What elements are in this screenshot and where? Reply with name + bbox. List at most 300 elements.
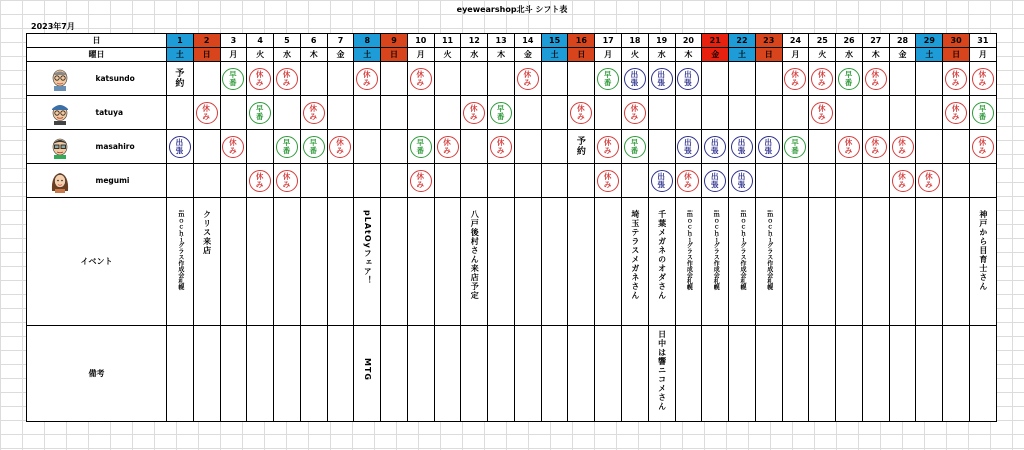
stamp-char: 番 — [978, 112, 988, 121]
shift-cell[interactable] — [916, 96, 943, 130]
note-cell[interactable] — [220, 326, 247, 422]
day-number: 8 — [354, 34, 381, 48]
event-cell[interactable] — [541, 198, 568, 326]
stamp-char: み — [202, 112, 211, 121]
shift-cell[interactable] — [434, 130, 461, 164]
weekday-cell: 水 — [274, 48, 301, 62]
stamp-char: 出 — [710, 137, 720, 147]
shift-cell[interactable] — [274, 96, 301, 130]
note-cell[interactable] — [488, 326, 515, 422]
event-text: iｍｏｃｈｉグラス作成会札幌 — [738, 210, 746, 291]
shift-cell[interactable] — [274, 62, 301, 96]
shift-cell[interactable] — [514, 62, 541, 96]
shift-cell[interactable] — [354, 130, 381, 164]
shift-cell[interactable] — [595, 96, 622, 130]
note-cell[interactable] — [782, 326, 809, 422]
shift-cell[interactable] — [702, 130, 729, 164]
stamp-off — [463, 102, 485, 124]
weekday-cell: 月 — [595, 48, 622, 62]
stamp-char: 出 — [764, 137, 773, 147]
shift-cell[interactable] — [943, 62, 970, 96]
stamp-char: み — [282, 180, 292, 189]
shift-cell[interactable] — [541, 130, 568, 164]
shift-cell[interactable] — [862, 130, 889, 164]
shift-cell[interactable] — [755, 96, 782, 130]
event-cell[interactable] — [836, 198, 863, 326]
stamp-char: み — [416, 78, 426, 87]
shift-cell[interactable] — [675, 62, 702, 96]
stamp-business-trip — [651, 68, 673, 90]
stamp-char: み — [978, 78, 988, 87]
stamp-char: み — [818, 78, 827, 87]
day-number: 2 — [193, 34, 220, 48]
stamp-char: 休 — [898, 171, 907, 181]
shift-cell[interactable] — [836, 96, 863, 130]
event-cell[interactable] — [809, 198, 836, 326]
stamp-char: 休 — [603, 171, 613, 181]
day-number: 13 — [488, 34, 515, 48]
note-cell[interactable] — [755, 326, 782, 422]
shift-cell[interactable] — [969, 96, 996, 130]
shift-cell[interactable] — [247, 164, 274, 198]
stamp-off — [410, 170, 432, 192]
shift-cell[interactable] — [354, 62, 381, 96]
day-number: 21 — [702, 34, 729, 48]
staff-row — [27, 62, 997, 96]
weekday-cell: 土 — [541, 48, 568, 62]
shift-cell[interactable] — [514, 130, 541, 164]
shift-cell[interactable] — [969, 164, 996, 198]
event-cell[interactable] — [327, 198, 354, 326]
shift-cell[interactable] — [836, 62, 863, 96]
stamp-char: 休 — [362, 69, 372, 79]
shift-cell[interactable] — [702, 164, 729, 198]
shift-cell[interactable] — [407, 164, 434, 198]
note-cell[interactable] — [300, 326, 327, 422]
stamp-char: 出 — [710, 171, 720, 181]
stamp-off — [249, 170, 271, 192]
shift-cell[interactable] — [220, 164, 247, 198]
stamp-off — [892, 170, 914, 192]
event-cell[interactable] — [407, 198, 434, 326]
day-number: 5 — [274, 34, 301, 48]
stamp-business-trip — [731, 136, 753, 158]
shift-cell[interactable] — [461, 62, 488, 96]
event-cell[interactable] — [300, 198, 327, 326]
shift-cell[interactable] — [434, 62, 461, 96]
stamp-off — [597, 136, 619, 158]
weekday-row-label: 曜日 — [27, 48, 167, 62]
note-cell[interactable] — [648, 326, 675, 422]
stamp-off — [490, 136, 512, 158]
shift-cell[interactable] — [889, 130, 916, 164]
day-number: 10 — [407, 34, 434, 48]
event-cell[interactable] — [862, 198, 889, 326]
stamp-char: 早 — [603, 69, 613, 79]
shift-cell[interactable] — [809, 62, 836, 96]
sheet-title: eyewearshop北斗 シフト表 — [456, 5, 568, 14]
stamp-char: み — [925, 180, 934, 189]
note-cell[interactable] — [622, 326, 649, 422]
stamp-off — [624, 102, 646, 124]
weekday-cell: 水 — [461, 48, 488, 62]
stamp-business-trip — [677, 136, 699, 158]
day-number: 30 — [943, 34, 970, 48]
shift-cell[interactable] — [943, 96, 970, 130]
event-text: 埼玉テラスメガネさん — [630, 210, 640, 300]
shift-cell[interactable] — [568, 130, 595, 164]
note-cell[interactable] — [943, 326, 970, 422]
note-cell[interactable] — [969, 326, 996, 422]
event-cell[interactable] — [354, 198, 381, 326]
avatar — [48, 67, 72, 91]
event-cell[interactable] — [782, 198, 809, 326]
weekday-cell: 火 — [434, 48, 461, 62]
shift-cell[interactable] — [381, 130, 408, 164]
shift-cell[interactable] — [514, 164, 541, 198]
shift-cell[interactable] — [675, 130, 702, 164]
stamp-char: み — [791, 78, 800, 87]
shift-cell[interactable] — [889, 62, 916, 96]
stamp-char: み — [523, 78, 533, 87]
shift-cell[interactable] — [327, 62, 354, 96]
note-cell[interactable] — [862, 326, 889, 422]
stamp-char: 張 — [684, 78, 693, 87]
stamp-off — [276, 68, 298, 90]
note-cell[interactable] — [916, 326, 943, 422]
staff-row — [27, 96, 997, 130]
day-number: 9 — [381, 34, 408, 48]
shift-cell[interactable] — [407, 96, 434, 130]
note-cell[interactable] — [407, 326, 434, 422]
stamp-off — [597, 170, 619, 192]
shift-cell[interactable] — [568, 96, 595, 130]
event-cell[interactable] — [648, 198, 675, 326]
shift-cell[interactable] — [461, 96, 488, 130]
staff-label — [27, 96, 167, 130]
stamp-off — [196, 102, 218, 124]
event-cell[interactable] — [622, 198, 649, 326]
shift-cell[interactable] — [514, 96, 541, 130]
shift-cell[interactable] — [381, 62, 408, 96]
stamp-early-shift — [410, 136, 432, 158]
shift-cell[interactable] — [327, 130, 354, 164]
shift-cell[interactable] — [488, 164, 515, 198]
day-number: 27 — [862, 34, 889, 48]
shift-cell[interactable] — [702, 62, 729, 96]
stamp-char: 休 — [336, 137, 345, 147]
stamp-char: み — [603, 146, 613, 155]
shift-cell[interactable] — [274, 164, 301, 198]
note-cell[interactable] — [247, 326, 274, 422]
shift-cell[interactable] — [702, 96, 729, 130]
shift-cell[interactable] — [782, 96, 809, 130]
shift-cell[interactable] — [782, 62, 809, 96]
stamp-early-shift — [838, 68, 860, 90]
shift-cell[interactable] — [354, 164, 381, 198]
weekday-cell: 木 — [300, 48, 327, 62]
event-cell[interactable] — [461, 198, 488, 326]
shift-cell[interactable] — [300, 130, 327, 164]
shift-cell[interactable] — [622, 96, 649, 130]
shift-cell[interactable] — [300, 96, 327, 130]
shift-cell[interactable] — [488, 130, 515, 164]
stamp-char: 休 — [603, 137, 613, 147]
note-cell[interactable] — [541, 326, 568, 422]
shift-cell[interactable] — [488, 62, 515, 96]
shift-cell[interactable] — [862, 62, 889, 96]
stamp-char: 休 — [925, 171, 934, 181]
event-cell[interactable] — [488, 198, 515, 326]
stamp-char: 張 — [737, 146, 747, 155]
shift-cell[interactable] — [809, 130, 836, 164]
shift-cell[interactable] — [809, 96, 836, 130]
day-row-label: 日 — [27, 34, 167, 48]
event-cell[interactable] — [729, 198, 756, 326]
shift-cell[interactable] — [167, 96, 194, 130]
stamp-char: 出 — [737, 171, 747, 181]
stamp-char: 出 — [657, 171, 666, 181]
shift-cell[interactable] — [969, 62, 996, 96]
stamp-char: 休 — [818, 69, 827, 79]
event-cell[interactable] — [675, 198, 702, 326]
shift-cell[interactable] — [193, 164, 220, 198]
event-cell[interactable] — [381, 198, 408, 326]
shift-cell[interactable] — [300, 164, 327, 198]
note-cell[interactable] — [193, 326, 220, 422]
note-cell[interactable] — [568, 326, 595, 422]
shift-cell[interactable] — [729, 62, 756, 96]
shift-cell[interactable] — [648, 62, 675, 96]
shift-cell[interactable] — [755, 130, 782, 164]
shift-cell[interactable] — [595, 164, 622, 198]
shift-cell[interactable] — [354, 96, 381, 130]
event-cell[interactable] — [274, 198, 301, 326]
shift-cell[interactable] — [969, 130, 996, 164]
stamp-char: み — [898, 146, 907, 155]
event-cell[interactable] — [702, 198, 729, 326]
event-cell[interactable] — [943, 198, 970, 326]
shift-cell[interactable] — [434, 96, 461, 130]
stamp-off — [517, 68, 539, 90]
shift-cell[interactable] — [381, 164, 408, 198]
note-cell[interactable] — [167, 326, 194, 422]
day-number: 12 — [461, 34, 488, 48]
stamp-char: み — [898, 180, 907, 189]
stamp-off — [918, 170, 940, 192]
stamp-char: み — [978, 146, 988, 155]
note-cell[interactable] — [809, 326, 836, 422]
shift-cell[interactable] — [782, 130, 809, 164]
weekday-cell: 金 — [889, 48, 916, 62]
weekday-cell: 木 — [862, 48, 889, 62]
shift-cell[interactable] — [648, 164, 675, 198]
shift-cell[interactable] — [461, 164, 488, 198]
stamp-char: み — [577, 112, 586, 121]
shift-cell[interactable] — [648, 96, 675, 130]
shift-cell[interactable] — [675, 164, 702, 198]
shift-cell[interactable] — [327, 96, 354, 130]
staff-row — [27, 130, 997, 164]
stamp-char: 早 — [496, 103, 506, 113]
stamp-char: 番 — [496, 112, 506, 121]
shift-cell[interactable] — [836, 164, 863, 198]
shift-cell[interactable] — [193, 130, 220, 164]
note-cell[interactable] — [595, 326, 622, 422]
event-row-label: イベント — [27, 198, 167, 326]
shift-cell[interactable] — [488, 96, 515, 130]
shift-cell[interactable] — [247, 62, 274, 96]
shift-cell[interactable] — [327, 164, 354, 198]
shift-cell[interactable] — [622, 62, 649, 96]
shift-cell[interactable] — [407, 130, 434, 164]
shift-cell[interactable] — [809, 164, 836, 198]
weekday-cell: 金 — [514, 48, 541, 62]
shift-cell[interactable] — [541, 62, 568, 96]
shift-table — [26, 33, 997, 422]
day-number: 3 — [220, 34, 247, 48]
shift-cell[interactable] — [943, 130, 970, 164]
shift-cell[interactable] — [729, 130, 756, 164]
shift-cell[interactable] — [541, 164, 568, 198]
event-text: pLAtOyフェア！ — [363, 210, 373, 285]
note-cell[interactable] — [729, 326, 756, 422]
shift-cell[interactable] — [916, 130, 943, 164]
note-cell[interactable] — [675, 326, 702, 422]
shift-cell[interactable] — [782, 164, 809, 198]
shift-cell[interactable] — [648, 130, 675, 164]
note-cell[interactable] — [461, 326, 488, 422]
shift-cell[interactable] — [595, 130, 622, 164]
stamp-char: 休 — [470, 103, 479, 113]
event-text: 千葉メガネのオダさん — [657, 210, 667, 300]
note-cell[interactable] — [836, 326, 863, 422]
event-text: クリス来店 — [202, 210, 212, 255]
shift-cell[interactable] — [434, 164, 461, 198]
stamp-early-shift — [276, 136, 298, 158]
stamp-off — [356, 68, 378, 90]
event-text: iｍｏｃｈｉグラス作成会札幌 — [176, 210, 184, 291]
shift-cell[interactable] — [622, 164, 649, 198]
event-cell[interactable] — [220, 198, 247, 326]
shift-cell[interactable] — [300, 62, 327, 96]
stamp-business-trip — [651, 170, 673, 192]
stamp-char: み — [282, 78, 292, 87]
stamp-off — [249, 68, 271, 90]
shift-cell[interactable] — [889, 164, 916, 198]
shift-cell[interactable] — [755, 164, 782, 198]
shift-cell[interactable] — [755, 62, 782, 96]
note-cell[interactable] — [274, 326, 301, 422]
shift-cell[interactable] — [595, 62, 622, 96]
stamp-char: 早 — [309, 137, 318, 147]
shift-cell[interactable] — [193, 96, 220, 130]
shift-cell[interactable] — [862, 96, 889, 130]
event-cell[interactable] — [247, 198, 274, 326]
event-cell[interactable] — [167, 198, 194, 326]
staff-label — [27, 164, 167, 198]
stamp-char: 休 — [255, 69, 265, 79]
day-number: 25 — [809, 34, 836, 48]
shift-cell[interactable] — [916, 164, 943, 198]
stamp-char: 張 — [710, 146, 720, 155]
event-cell[interactable] — [969, 198, 996, 326]
note-cell[interactable] — [354, 326, 381, 422]
shift-cell[interactable] — [836, 130, 863, 164]
shift-cell[interactable] — [729, 96, 756, 130]
note-cell[interactable] — [434, 326, 461, 422]
shift-cell[interactable] — [167, 62, 194, 96]
weekday-cell: 水 — [648, 48, 675, 62]
shift-cell[interactable] — [461, 130, 488, 164]
shift-cell[interactable] — [889, 96, 916, 130]
shift-cell[interactable] — [381, 96, 408, 130]
note-cell[interactable] — [381, 326, 408, 422]
weekday-cell: 火 — [622, 48, 649, 62]
shift-cell[interactable] — [220, 130, 247, 164]
stamp-off — [410, 68, 432, 90]
staff-label — [27, 130, 167, 164]
event-cell[interactable] — [514, 198, 541, 326]
note-cell[interactable] — [514, 326, 541, 422]
day-number: 29 — [916, 34, 943, 48]
stamp-early-shift — [249, 102, 271, 124]
stamp-char: 休 — [416, 171, 426, 181]
stamp-char: 休 — [871, 137, 881, 147]
stamp-char: み — [496, 146, 506, 155]
shift-cell[interactable] — [568, 62, 595, 96]
shift-cell[interactable] — [167, 130, 194, 164]
stamp-char: 休 — [523, 69, 533, 79]
note-cell[interactable] — [702, 326, 729, 422]
note-cell[interactable] — [327, 326, 354, 422]
stamp-char: 休 — [255, 171, 265, 181]
event-cell[interactable] — [568, 198, 595, 326]
shift-cell[interactable] — [167, 164, 194, 198]
event-cell[interactable] — [889, 198, 916, 326]
stamp-char: 休 — [229, 137, 238, 147]
event-cell[interactable] — [916, 198, 943, 326]
day-number: 6 — [300, 34, 327, 48]
shift-cell[interactable] — [220, 62, 247, 96]
shift-cell[interactable] — [622, 130, 649, 164]
shift-cell[interactable] — [247, 96, 274, 130]
shift-cell[interactable] — [220, 96, 247, 130]
stamp-early-shift — [972, 102, 994, 124]
shift-cell[interactable] — [862, 164, 889, 198]
shift-cell[interactable] — [541, 96, 568, 130]
day-number: 15 — [541, 34, 568, 48]
shift-cell[interactable] — [675, 96, 702, 130]
shift-cell[interactable] — [193, 62, 220, 96]
day-number: 23 — [755, 34, 782, 48]
shift-cell[interactable] — [729, 164, 756, 198]
note-cell[interactable] — [889, 326, 916, 422]
shift-cell[interactable] — [274, 130, 301, 164]
event-cell[interactable] — [595, 198, 622, 326]
shift-cell[interactable] — [407, 62, 434, 96]
event-cell[interactable] — [193, 198, 220, 326]
shift-cell[interactable] — [568, 164, 595, 198]
stamp-char: 休 — [844, 137, 854, 147]
shift-cell[interactable] — [943, 164, 970, 198]
event-cell[interactable] — [755, 198, 782, 326]
day-number: 16 — [568, 34, 595, 48]
shift-cell[interactable] — [247, 130, 274, 164]
stamp-off — [437, 136, 459, 158]
event-cell[interactable] — [434, 198, 461, 326]
shift-cell[interactable] — [916, 62, 943, 96]
